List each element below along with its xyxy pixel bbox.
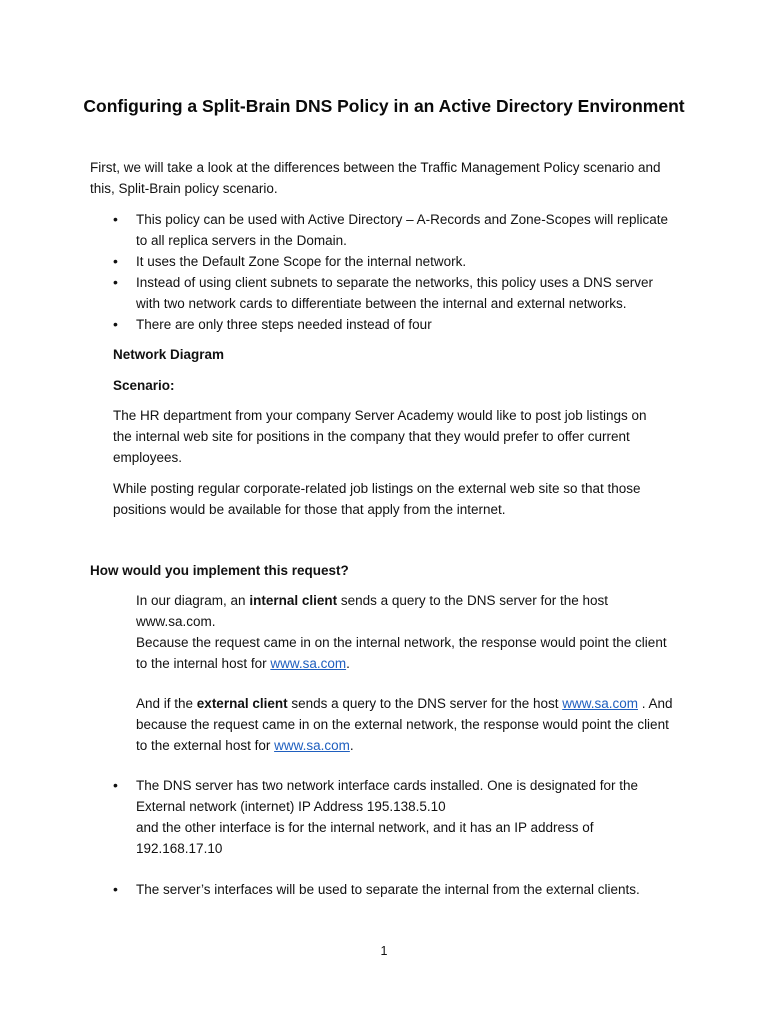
answer-text: sends a query to the DNS server for the host bbox=[287, 696, 563, 711]
answer-text: And if the bbox=[136, 696, 197, 711]
answer-text: In our diagram, an bbox=[136, 593, 250, 608]
bullet-item: • Instead of using client subnets to separate the networks, this policy uses a DNS server with two network cards to differentiate between the internal and external networks. bbox=[112, 272, 677, 314]
answer-block bbox=[136, 590, 676, 756]
bullet-item: • This policy can be used with Active Directory – A-Records and Zone-Scopes will replicate to all replica servers in the Domain. bbox=[112, 209, 677, 251]
bullet-text: and the other interface is for the internal network, and it has an IP address of 192.168.17.10 bbox=[136, 820, 594, 856]
sa-com-link[interactable]: www.sa.com bbox=[274, 738, 350, 753]
feature-bullet-list bbox=[112, 209, 677, 335]
page-number: 1 bbox=[380, 944, 388, 958]
answer-text: . bbox=[349, 738, 354, 753]
posting-paragraph: While posting regular corporate-related job listings on the external web site so that those positions would be available for those that apply from the internet. bbox=[113, 481, 641, 517]
scenario-paragraph: The HR department from your company Server Academy would like to post job listings on the internal web site for positions in the company that they would prefer to offer current employees. bbox=[113, 408, 647, 465]
answer-text: . bbox=[346, 656, 350, 671]
bullet-item: • The server’s interfaces will be used to separate the internal from the external clients. bbox=[112, 879, 677, 900]
bullet-text: The DNS server has two network interface cards installed. One is designated for the External network (internet) IP Address 195.138.5.10 bbox=[136, 778, 638, 814]
server-bullet-list bbox=[112, 775, 677, 900]
scenario-heading: Scenario: bbox=[113, 378, 175, 393]
document-title: Configuring a Split-Brain DNS Policy in an Active Directory Environment bbox=[83, 96, 685, 116]
bullet-item: • It uses the Default Zone Scope for the internal network. bbox=[112, 251, 677, 272]
sa-com-link[interactable]: www.sa.com bbox=[270, 656, 347, 671]
answer-text: . And because the request came in on the external network, the response would point the client to the external host for bbox=[136, 696, 673, 753]
answer-text: Because the request came in on the internal network, the response would point the client to the internal host for bbox=[136, 635, 667, 671]
sa-com-link[interactable]: www.sa.com bbox=[562, 696, 639, 711]
intro-paragraph: First, we will take a look at the differences between the Traffic Management Policy scenario and this, Split-Brain policy scenario. bbox=[90, 160, 661, 196]
answer-text: sends a query to the DNS server for the host www.sa.com. bbox=[136, 593, 608, 629]
internal-client-term: internal client bbox=[249, 593, 338, 608]
bullet-item: • There are only three steps needed instead of four bbox=[112, 314, 677, 335]
question-heading: How would you implement this request? bbox=[90, 563, 349, 578]
external-client-term: external client bbox=[196, 696, 288, 711]
network-diagram-heading: Network Diagram bbox=[113, 347, 225, 362]
bullet-item bbox=[112, 775, 677, 859]
